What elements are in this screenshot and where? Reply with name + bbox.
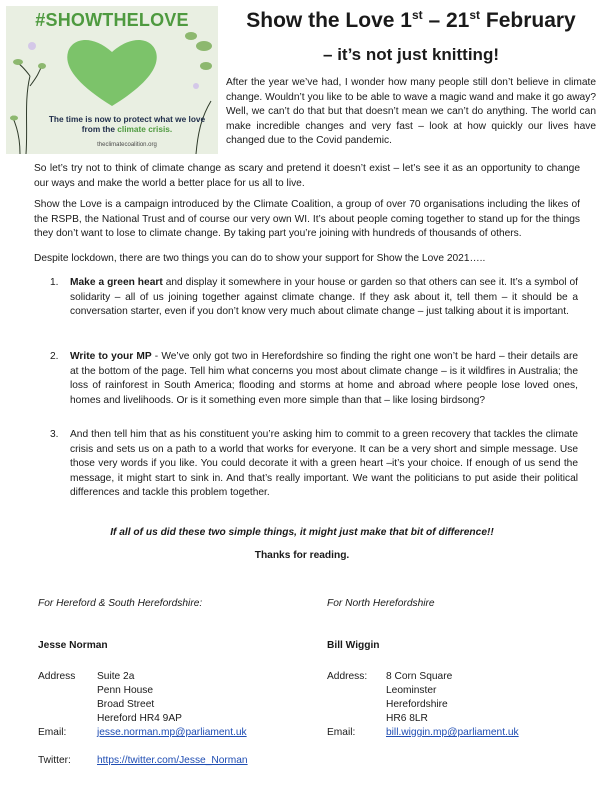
right-mp-name: Bill Wiggin — [327, 640, 380, 651]
list-text: - We’ve only got two in Herefordshire so finding the right one won’t be hard – their details are at the bottom of the page. Tell him what concerns you most about climate change – is it wildfires in Australia; the loss of rainforest in South America; flooding and storms at home and abroad where people lose loved ones, homes and livelihoods. Or is it something even more simple than that – like losing birdsong? — [70, 351, 579, 406]
poster-hashtag: #SHOWTHELOVE — [35, 10, 189, 30]
list-heading: Make a green heart — [70, 277, 163, 288]
right-address-label: Address: — [327, 671, 368, 682]
show-the-love-poster — [6, 6, 218, 154]
title-part: Show the Love 1 — [246, 9, 412, 32]
right-address-line: Leominster — [386, 685, 437, 696]
paragraph: So let’s try not to think of climate change as scary and pretend it doesn’t exist – let’s see it as an opportunity to change our ways and make the world a better place for us all to live. — [34, 163, 580, 189]
closing-emphasis: If all of us did these two simple things, it might just make that bit of difference!! — [110, 527, 494, 538]
left-mp-name: Jesse Norman — [38, 640, 108, 651]
left-address-line: Penn House — [97, 685, 154, 696]
list-number: 1. — [50, 277, 59, 288]
left-email-label: Email: — [38, 727, 67, 738]
left-address-line: Suite 2a — [97, 671, 135, 682]
left-email-link[interactable]: jesse.norman.mp@parliament.uk — [97, 727, 247, 738]
right-email-label: Email: — [327, 727, 356, 738]
right-address-line: HR6 8LR — [386, 713, 428, 724]
title-part: – 21 — [422, 9, 470, 32]
right-email-link[interactable]: bill.wiggin.mp@parliament.uk — [386, 727, 519, 738]
title-sup: st — [411, 8, 423, 22]
intro-paragraph: After the year we’ve had, I wonder how many people still don’t believe in climate change. Wouldn’t you like to be able to wave a magic wand and make it go away? Well, we can’t do that but that doesn’t mean we can’t do anything. The world can make incredible changes and very fast – look at how quickly our lives have changed due to the Covid pandemic. — [226, 77, 596, 146]
list-number: 3. — [50, 429, 59, 440]
page-subtitle: – it’s not just knitting! — [323, 45, 499, 64]
left-twitter-link[interactable]: https://twitter.com/Jesse_Norman — [97, 755, 248, 766]
left-address-line: Broad Street — [97, 699, 155, 710]
right-address-line: Herefordshire — [386, 699, 448, 710]
poster-site: theclimatecoalition.org — [97, 142, 157, 148]
list-text: And then tell him that as his constituent you’re asking him to commit to a green recovery that tackles the climate crisis and sets us on a path to a world that works for everyone. It can be a very short and simple message. Use those very words if you like. You could decorate it with a green heart –it’s your choice. If enough of us send the message, it might start to sink in. And that’s really important. We want the politicians to put aside their political differences and tackle this problem together. — [70, 429, 578, 498]
left-address-line: Hereford HR4 9AP — [97, 713, 182, 724]
right-address-line: 8 Corn Square — [386, 671, 453, 682]
poster-tagline — [42, 114, 212, 134]
tagline-text: The time is now to protect what we love from the — [48, 114, 206, 134]
thanks-text: Thanks for reading. — [254, 550, 350, 561]
list-text: and display it somewhere in your house or garden so that others can see it. It’s a symbol of solidarity – all of us joining together against climate change. If they ask about it, tell them – it should be a conversation starter, even if you don’t know very much about climate change – just talking about it is important. — [70, 277, 578, 317]
list-heading: Write to your MP — [70, 351, 152, 362]
paragraph: Show the Love is a campaign introduced by the Climate Coalition, a group of over 70 organisations including the likes of the RSPB, the National Trust and of course our very own WI. It’s about people coming together to stand up for the things they don’t want to lose to climate change. By taking part you’re joining with hundreds of thousands of others. — [34, 199, 580, 239]
right-region: For North Herefordshire — [327, 598, 435, 609]
left-region: For Hereford & South Herefordshire: — [38, 598, 203, 609]
left-twitter-label: Twitter: — [38, 755, 71, 766]
tagline-highlight: climate crisis. — [117, 124, 173, 134]
page-title — [226, 8, 596, 34]
title-sup: st — [469, 8, 481, 22]
title-part: February — [480, 9, 576, 32]
paragraph: Despite lockdown, there are two things you can do to show your support for Show the Love 2021….. — [34, 253, 486, 264]
left-address-label: Address — [38, 671, 76, 682]
list-number: 2. — [50, 351, 59, 362]
